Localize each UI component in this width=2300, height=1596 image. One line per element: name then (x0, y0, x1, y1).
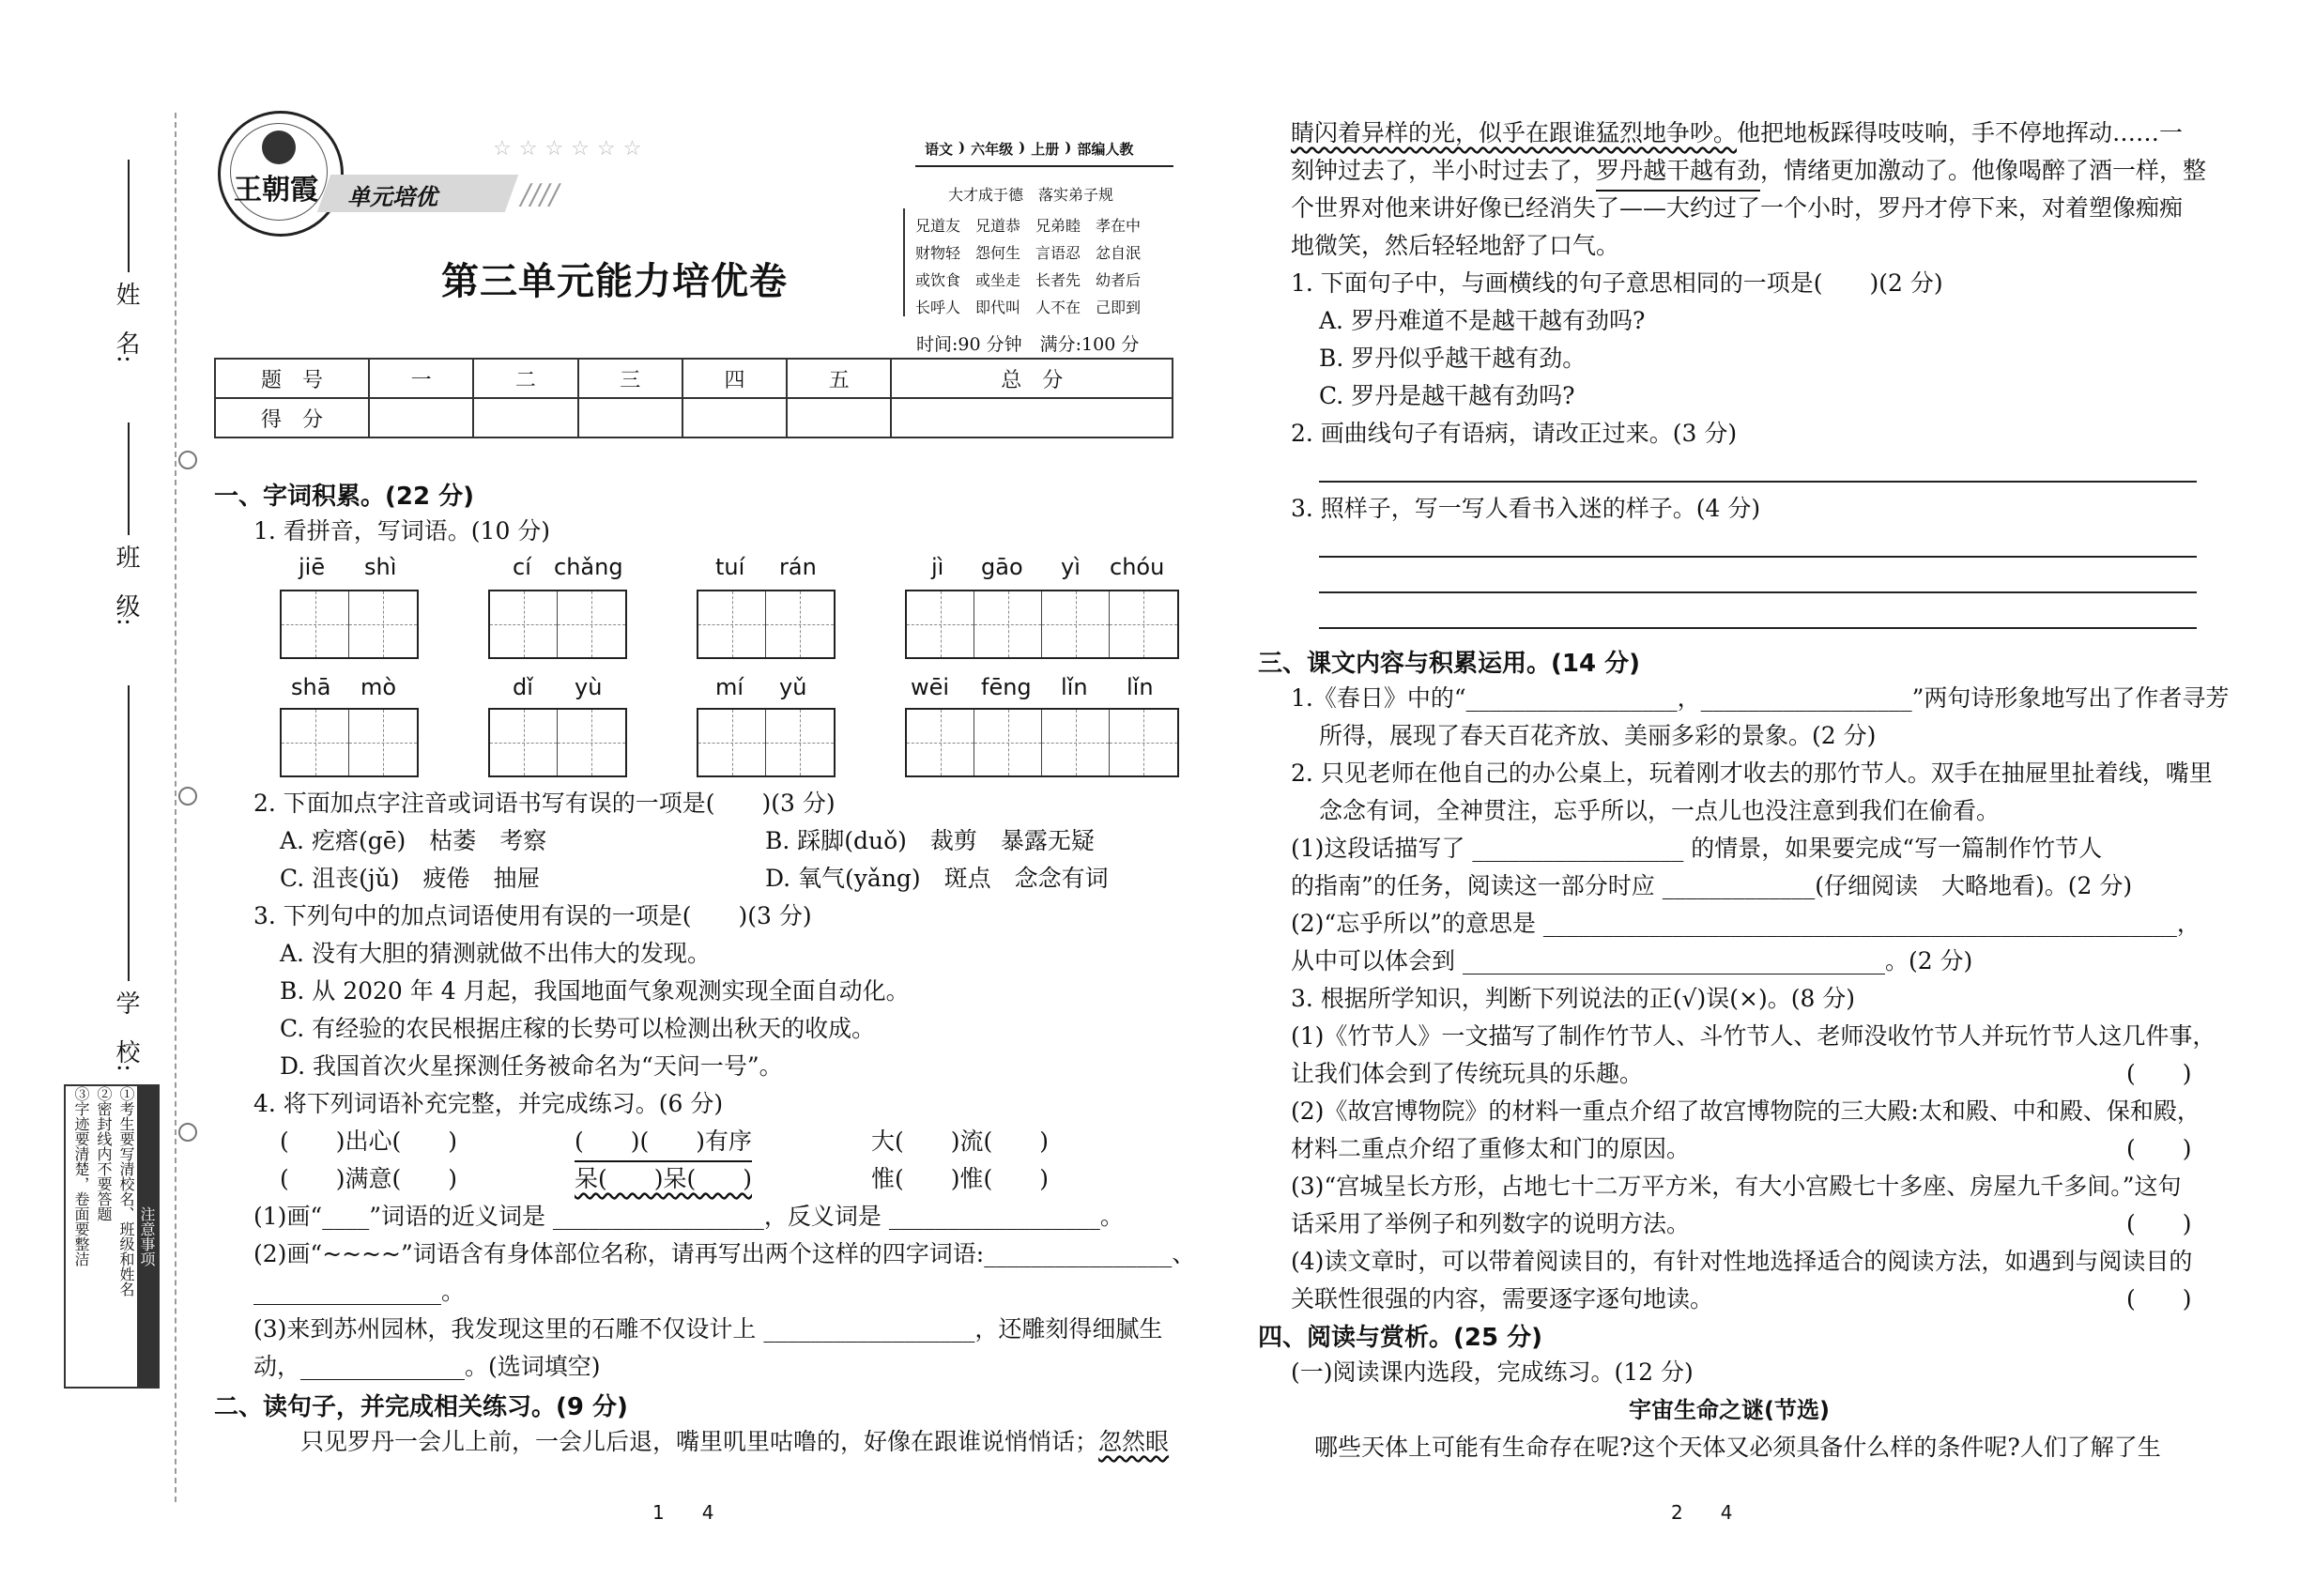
q4-sub-1: (1)画“____”词语的近义词是 __________________，反义词是 __________________。 (253, 1203, 1124, 1230)
q4-word-6[interactable]: 惟( )惟( ) (871, 1165, 1050, 1192)
answer-line-4[interactable] (1319, 627, 2197, 629)
s3-q2: 2. 只见老师在他自己的办公桌上，玩着刚才收去的那竹节人。双手在抽屉里扯着线，嘴里 (1291, 760, 2213, 787)
s2-q3-stem: 3. 照样子，写一写人看书入迷的样子。(4 分) (1291, 495, 1761, 522)
section-3-title: 三、课文内容与积累运用。(14 分) (1258, 650, 1640, 678)
pinyin-2-2: chǎng (554, 554, 623, 580)
s3-q1-cont: 所得，展现了春天百花齐放、美丽多彩的景象。(2 分) (1319, 722, 1877, 749)
s2-q2-stem: 2. 画曲线句子有语病，请改正过来。(3 分) (1291, 420, 1738, 447)
binding-dashed-line (175, 113, 176, 1502)
q3-option-d[interactable]: D. 我国首次火星探测任务被命名为“天问一号”。 (280, 1052, 783, 1080)
pinyin-5-1: shā (291, 674, 331, 700)
q2-option-c[interactable]: C. 沮丧(jǔ) 疲倦 抽屉 (280, 865, 541, 892)
pinyin-4-1: jì (931, 554, 944, 580)
score-table (214, 358, 1173, 438)
score-row-label: 得 分 (215, 398, 369, 437)
school-field[interactable] (128, 685, 130, 981)
section-2-title: 二、读句子，并完成相关练习。(9 分) (214, 1393, 628, 1421)
time-score: 时间:90 分钟 满分:100 分 (916, 334, 1140, 355)
score-head-2: 二 (473, 359, 577, 398)
s3-q2-1: (1)这段话描写了 __________________ 的情景，如果要完成“写一篇制作竹节人 (1291, 835, 2103, 862)
notice-item-2: ②密封线内不要答题 (95, 1086, 113, 1221)
notice-item-3: ③字迹要清楚，卷面要整洁 (72, 1086, 90, 1266)
score-head-label: 题 号 (215, 359, 369, 398)
name-field[interactable] (128, 160, 130, 272)
q3-option-a[interactable]: A. 没有大胆的猜测就做不出伟大的发现。 (280, 940, 711, 967)
q2-option-d[interactable]: D. 氧气(yǎng) 斑点 念念有词 (765, 865, 1109, 892)
q4-word-5-text: 呆( )呆( ) (575, 1165, 753, 1192)
article-title: 宇宙生命之谜(节选) (1629, 1397, 1830, 1423)
passage-line-2 (1291, 152, 2206, 192)
q3-option-b[interactable]: B. 从 2020 年 4 月起，我国地面气象观测实现全面自动化。 (280, 977, 910, 1005)
score-head-1: 一 (369, 359, 473, 398)
score-head-5: 五 (787, 359, 891, 398)
motto-bar (903, 208, 905, 316)
q4-word-4[interactable]: ( )满意( ) (280, 1165, 458, 1192)
s3-q3-3-cont: 话采用了举例子和列数字的说明方法。 (1291, 1210, 1691, 1237)
passage-text-a: 只见罗丹一会儿上前，一会儿后退，嘴里叽里咕噜的，好像在跟谁说悄悄话； (300, 1428, 1099, 1455)
writing-grid-6[interactable] (488, 708, 627, 777)
q4-word-2-text: ( )( )有序 (575, 1123, 752, 1162)
punch-hole-2 (178, 787, 197, 806)
passage-line-2-b: ，情绪更加激动了。他像喝醉了酒一样，整 (1760, 157, 2207, 184)
s3-q2-2: (2)“忘乎所以”的意思是 ______________________________________________________， (1291, 910, 2200, 937)
subject-tag-1: 语文 (925, 141, 954, 158)
q4-sub-2: (2)画“~~~~”词语含有身体部位名称，请再写出两个这样的四字词语:________________、 (253, 1240, 1196, 1267)
q3-stem: 3. 下列句中的加点词语使用有误的一项是( )(3 分) (253, 902, 812, 929)
page-number-left: 1 4 (652, 1501, 714, 1524)
logo-text: 王朝霞 (234, 174, 318, 207)
s3-q3-2-answer[interactable]: ( ) (2126, 1135, 2192, 1162)
score-cell-total[interactable] (891, 398, 1173, 437)
pinyin-4-4: chóu (1110, 554, 1165, 580)
q2-stem: 2. 下面加点字注音或词语书写有误的一项是( )(3 分) (253, 790, 836, 817)
score-head-4: 四 (682, 359, 787, 398)
q1-stem: 1. 看拼音，写词语。(10 分) (253, 517, 551, 545)
pinyin-7-1: mí (715, 674, 744, 700)
pinyin-1-2: shì (364, 554, 397, 580)
score-cell-1[interactable] (369, 398, 473, 437)
pinyin-7-2: yǔ (779, 674, 807, 700)
score-head-total: 总 分 (891, 359, 1173, 398)
rating-stars: ☆☆☆☆☆☆ (493, 137, 650, 161)
tag-underline (915, 165, 1173, 167)
s3-q2-cont: 念念有词，全神贯注，忘乎所以，一点儿也没注意到我们在偷看。 (1319, 797, 2001, 824)
name-label: 姓 名: (112, 282, 140, 363)
publisher-logo (218, 111, 344, 237)
class-label: 班 级: (112, 545, 140, 626)
pinyin-8-3: lǐn (1061, 674, 1088, 700)
passage-line-2-a: 刻钟过去了，半小时过去了， (1291, 157, 1597, 184)
q2-option-b[interactable]: B. 踩脚(duǒ) 裁剪 暴露无疑 (765, 827, 1095, 854)
page-number-right: 2 4 (1671, 1501, 1733, 1524)
q3-option-c[interactable]: C. 有经验的农民根据庄稼的长势可以检测出秋天的收成。 (280, 1015, 876, 1042)
pinyin-4-3: yì (1061, 554, 1081, 580)
notice-box (64, 1084, 160, 1389)
pinyin-6-2: yù (575, 674, 603, 700)
s3-q3: 3. 根据所学知识，判断下列说法的正(√)误(×)。(8 分) (1291, 985, 1856, 1012)
motto-lines (915, 212, 1141, 321)
pinyin-8-1: wēi (911, 674, 950, 700)
motto-title: 大才成于德 落实弟子规 (948, 186, 1114, 204)
paper-title: 第三单元能力培优卷 (441, 259, 788, 303)
writing-grid-8[interactable] (905, 708, 1179, 777)
writing-grid-4[interactable] (905, 590, 1179, 659)
s2-q1-option-b[interactable]: B. 罗丹似乎越干越有劲。 (1319, 345, 1587, 372)
s2-q1-option-a[interactable]: A. 罗丹难道不是越干越有劲吗? (1319, 307, 1646, 334)
score-cell-4[interactable] (682, 398, 787, 437)
section-2-passage-start (300, 1423, 1169, 1461)
pinyin-8-2: fēng (981, 674, 1032, 700)
s3-q3-4: (4)读文章时，可以带着阅读目的，有针对性地选择适合的阅读方法，如遇到与阅读目的 (1291, 1248, 2193, 1275)
score-head-3: 三 (578, 359, 682, 398)
s3-q3-2: (2)《故宫博物院》的材料一重点介绍了故宫博物院的三大殿:太和殿、中和殿、保和殿， (1291, 1097, 2200, 1125)
class-field[interactable] (128, 422, 130, 535)
q4-word-3[interactable]: 大( )流( ) (871, 1128, 1050, 1155)
subject-tag-3: 上册 (1031, 141, 1060, 158)
notice-item-1: ①考生要写清校名、班级和姓名 (117, 1086, 135, 1297)
passage-underlined: 罗丹越干越有劲 (1596, 152, 1760, 192)
score-cell-5[interactable] (787, 398, 891, 437)
answer-line-2[interactable] (1319, 556, 2197, 558)
section-4-subtitle: (一)阅读课内选段，完成练习。(12 分) (1291, 1358, 1694, 1386)
notice-title: 注意事项 (137, 1086, 158, 1387)
section-4-title: 四、阅读与赏析。(25 分) (1258, 1324, 1542, 1352)
pinyin-5-2: mò (360, 674, 397, 700)
q4-word-5[interactable] (575, 1160, 752, 1198)
q4-word-2[interactable] (575, 1123, 752, 1162)
passage-line-1-rest: 他把地板踩得吱吱响，手不停地挥动……一 (1737, 119, 2184, 146)
score-cell-3[interactable] (578, 398, 682, 437)
q4-sub-3: (3)来到苏州园林，我发现这里的石雕不仅设计上 __________________，还雕刻得细腻生 (253, 1315, 1163, 1343)
q4-sub-3-cont: 动，______________。(选词填空) (253, 1353, 601, 1380)
q2-option-a[interactable]: A. 疙瘩(gē) 枯萎 考察 (280, 827, 547, 854)
subject-tags: 语文 ) 六年级 ) 上册 ) 部编人教 (925, 139, 1134, 158)
punch-hole-1 (178, 451, 197, 469)
pinyin-3-1: tuí (715, 554, 745, 580)
motto-line-3: 或饮食 或坐走 长者先 幼者后 (915, 271, 1142, 289)
s2-q1-option-c[interactable]: C. 罗丹是越干越有劲吗? (1319, 382, 1575, 409)
s3-q3-3-answer[interactable]: ( ) (2126, 1210, 2192, 1237)
answer-line-3[interactable] (1319, 591, 2197, 593)
s3-q2-1-cont: 的指南”的任务，阅读这一部分时应 _____________(仔细阅读 大略地看)。(2 分) (1291, 872, 2133, 899)
article-first-line: 哪些天体上可能有生命存在呢?这个天体又必须具备什么样的条件呢?人们了解了生 (1314, 1434, 2161, 1461)
s3-q2-2-cont: 从中可以体会到 ____________________________________。(2 分) (1291, 947, 1973, 974)
writing-grid-5[interactable] (280, 708, 419, 777)
s3-q3-4-cont: 关联性很强的内容，需要逐字逐句地读。 (1291, 1285, 1714, 1312)
motto-line-2: 财物轻 怨何生 言语忍 忿自泯 (915, 244, 1142, 262)
passage-wavy-end: 睛闪着异样的光，似乎在跟谁猛烈地争吵。 (1291, 119, 1738, 146)
writing-grid-1[interactable] (280, 590, 419, 659)
writing-grid-3[interactable] (697, 590, 836, 659)
section-1-title: 一、字词积累。(22 分) (214, 483, 474, 511)
s3-q3-1-answer[interactable]: ( ) (2126, 1060, 2192, 1087)
pinyin-8-4: lǐn (1127, 674, 1154, 700)
pinyin-3-2: rán (779, 554, 817, 580)
s3-q1: 1.《春日》中的“__________________，__________________”两句诗形象地写出了作者寻芳 (1291, 684, 2230, 712)
writing-grid-7[interactable] (697, 708, 836, 777)
pinyin-2-1: cí (513, 554, 531, 580)
q4-word-1[interactable]: ( )出心( ) (280, 1128, 458, 1155)
s3-q3-1-cont: 让我们体会到了传统玩具的乐趣。 (1291, 1060, 1644, 1087)
q4-sub-2-cont: ________________。 (253, 1278, 466, 1305)
pinyin-6-1: dǐ (513, 674, 533, 700)
s2-q1-stem: 1. 下面句子中，与画横线的句子意思相同的一项是( )(2 分) (1291, 269, 1943, 297)
unit-tag: 单元培优 (347, 184, 437, 210)
subject-tag-2: 六年级 (971, 141, 1014, 158)
writing-grid-2[interactable] (488, 590, 627, 659)
motto-line-4: 长呼人 即代叫 人不在 己即到 (915, 299, 1142, 316)
subject-tag-4: 部编人教 (1077, 141, 1134, 158)
answer-line-1[interactable] (1319, 481, 2197, 483)
punch-hole-3 (178, 1123, 197, 1142)
pinyin-1-1: jiē (299, 554, 326, 580)
slash-decor: //// (521, 178, 560, 211)
school-label: 学 校: (112, 990, 140, 1072)
passage-line-4: 地微笑，然后轻轻地舒了口气。 (1291, 232, 1620, 259)
score-cell-2[interactable] (473, 398, 577, 437)
passage-wavy-start: 忽然眼 (1098, 1428, 1170, 1455)
pinyin-4-2: gāo (981, 554, 1023, 580)
passage-line-1 (1291, 115, 2183, 152)
s3-q3-2-cont: 材料二重点介绍了重修太和门的原因。 (1291, 1135, 1691, 1162)
s3-q3-3: (3)“宫城呈长方形，占地七十二万平方米，有大小宫殿七十多座、房屋九千多间。”这句 (1291, 1173, 2182, 1200)
q4-stem: 4. 将下列词语补充完整，并完成练习。(6 分) (253, 1090, 724, 1117)
motto-line-1: 兄道友 兄道恭 兄弟睦 孝在中 (915, 217, 1142, 235)
s3-q3-4-answer[interactable]: ( ) (2126, 1285, 2192, 1312)
s3-q3-1: (1)《竹节人》一文描写了制作竹节人、斗竹节人、老师没收竹节人并玩竹节人这几件事， (1291, 1022, 2216, 1050)
passage-line-3: 个世界对他来讲好像已经消失了——大约过了一个小时，罗丹才停下来，对着塑像痴痴 (1291, 194, 2184, 222)
